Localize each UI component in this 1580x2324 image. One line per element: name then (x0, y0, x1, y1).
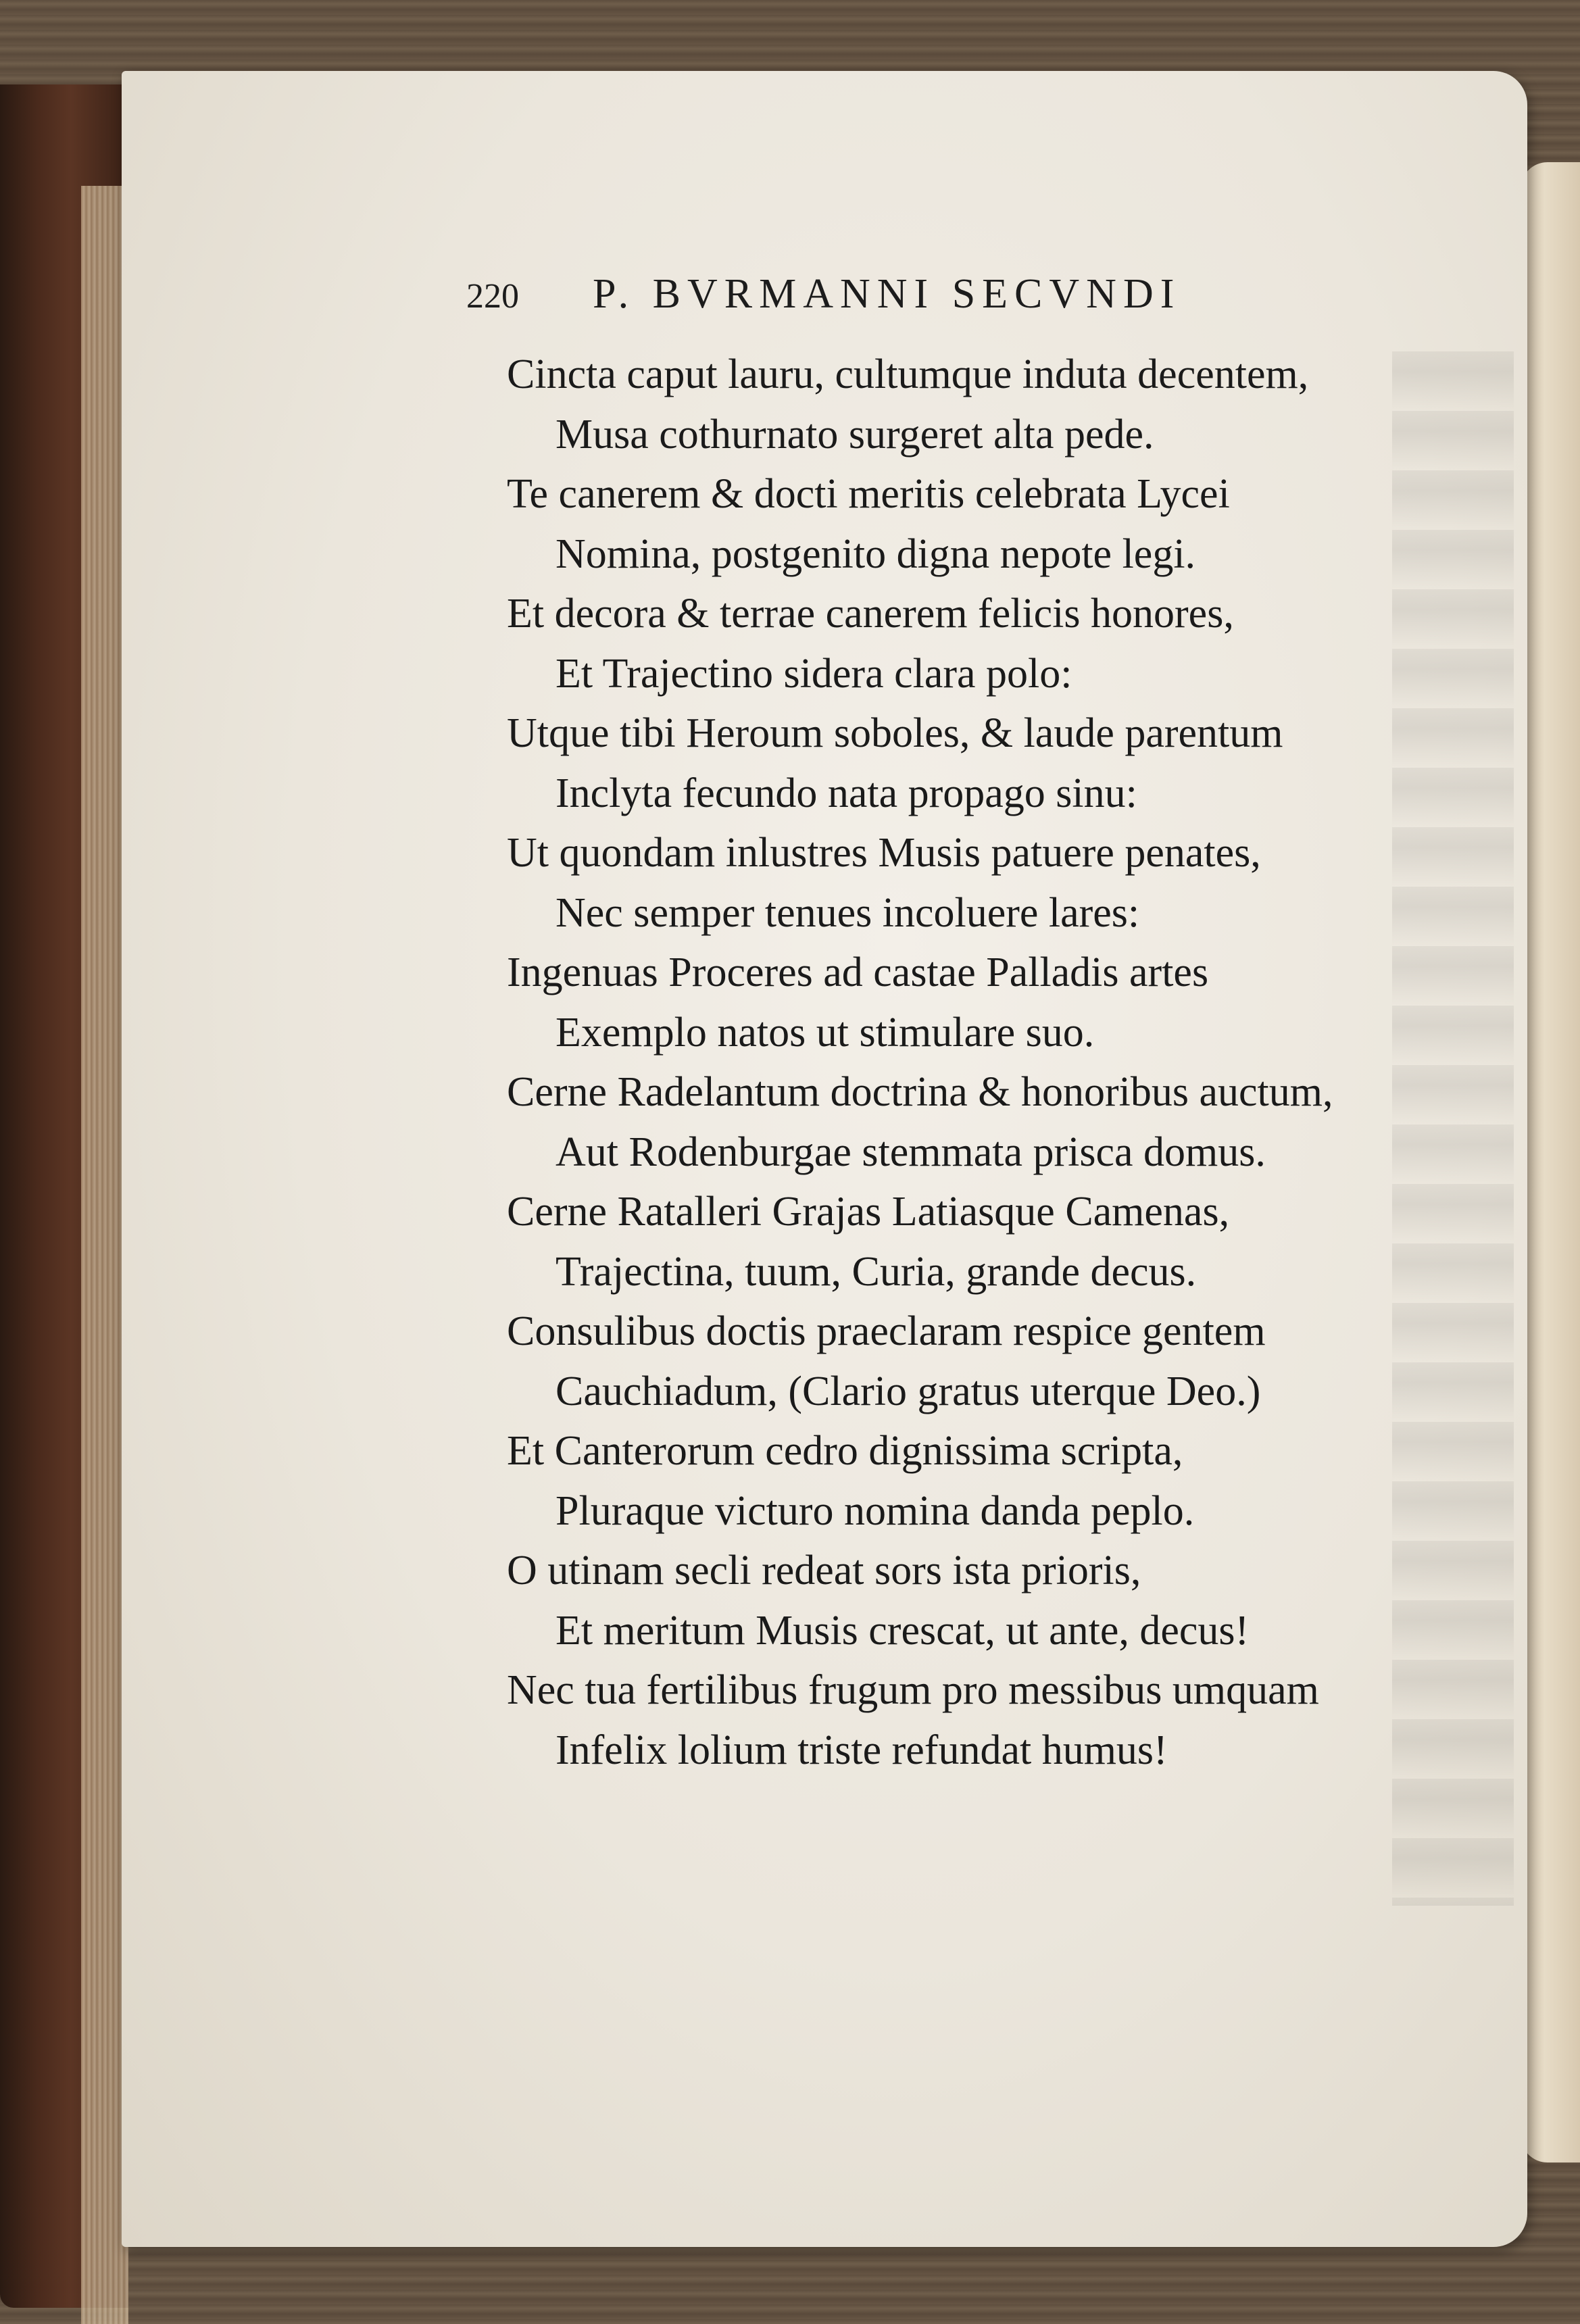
verse-line: Cerne Ratalleri Grajas Latiasque Camenas, (507, 1189, 1230, 1235)
verse-line: Ingenuas Proceres ad castae Palladis artes (507, 949, 1209, 995)
verse-line: Pluraque victuro nomina danda peplo. (556, 1487, 1195, 1534)
verse-line: Exemplo natos ut stimulare suo. (556, 1009, 1095, 1056)
verse-line: Cincta caput lauru, cultumque induta decentem, (507, 351, 1309, 397)
page-header (466, 270, 1412, 331)
verse-line: Inclyta fecundo nata propago sinu: (556, 770, 1137, 816)
verse-line: Nec tua fertilibus frugum pro messibus umquam (507, 1667, 1319, 1713)
verse-line: Nec semper tenues incoluere lares: (556, 889, 1140, 936)
verse-line: O utinam secli redeat sors ista prioris, (507, 1548, 1141, 1593)
verse-block (507, 345, 1453, 1780)
verse-line: Cerne Radelantum doctrina & honoribus auctum, (507, 1069, 1333, 1115)
verse-line: Ut quondam inlustres Musis patuere penates, (507, 830, 1261, 876)
running-title: P. BVRMANNI SECVNDI (593, 271, 1181, 317)
verse-line: Te canerem & docti meritis celebrata Lycei (507, 471, 1230, 517)
verse-line: Musa cothurnato surgeret alta pede. (556, 411, 1154, 458)
verse-line: Nomina, postgenito digna nepote legi. (556, 530, 1196, 577)
verse-line: Et decora & terrae canerem felicis honores, (507, 591, 1234, 637)
verse-line: Cauchiadum, (Clario gratus uterque Deo.) (556, 1368, 1261, 1414)
page-number: 220 (466, 277, 519, 316)
verse-line: Infelix lolium triste refundat humus! (556, 1727, 1168, 1773)
verse-line: Consulibus doctis praeclaram respice gentem (507, 1308, 1266, 1354)
verse-line: Utque tibi Heroum soboles, & laude parentum (507, 710, 1283, 756)
verse-line: Aut Rodenburgae stemmata prisca domus. (556, 1129, 1266, 1175)
verse-line: Et Canterorum cedro dignissima scripta, (507, 1428, 1183, 1474)
verse-line: Et meritum Musis crescat, ut ante, decus! (556, 1607, 1250, 1654)
verse-line: Trajectina, tuum, Curia, grande decus. (556, 1248, 1197, 1295)
book-spine-edge (0, 84, 128, 2308)
verse-line: Et Trajectino sidera clara polo: (556, 650, 1072, 697)
facing-page-edge (1521, 162, 1580, 2162)
